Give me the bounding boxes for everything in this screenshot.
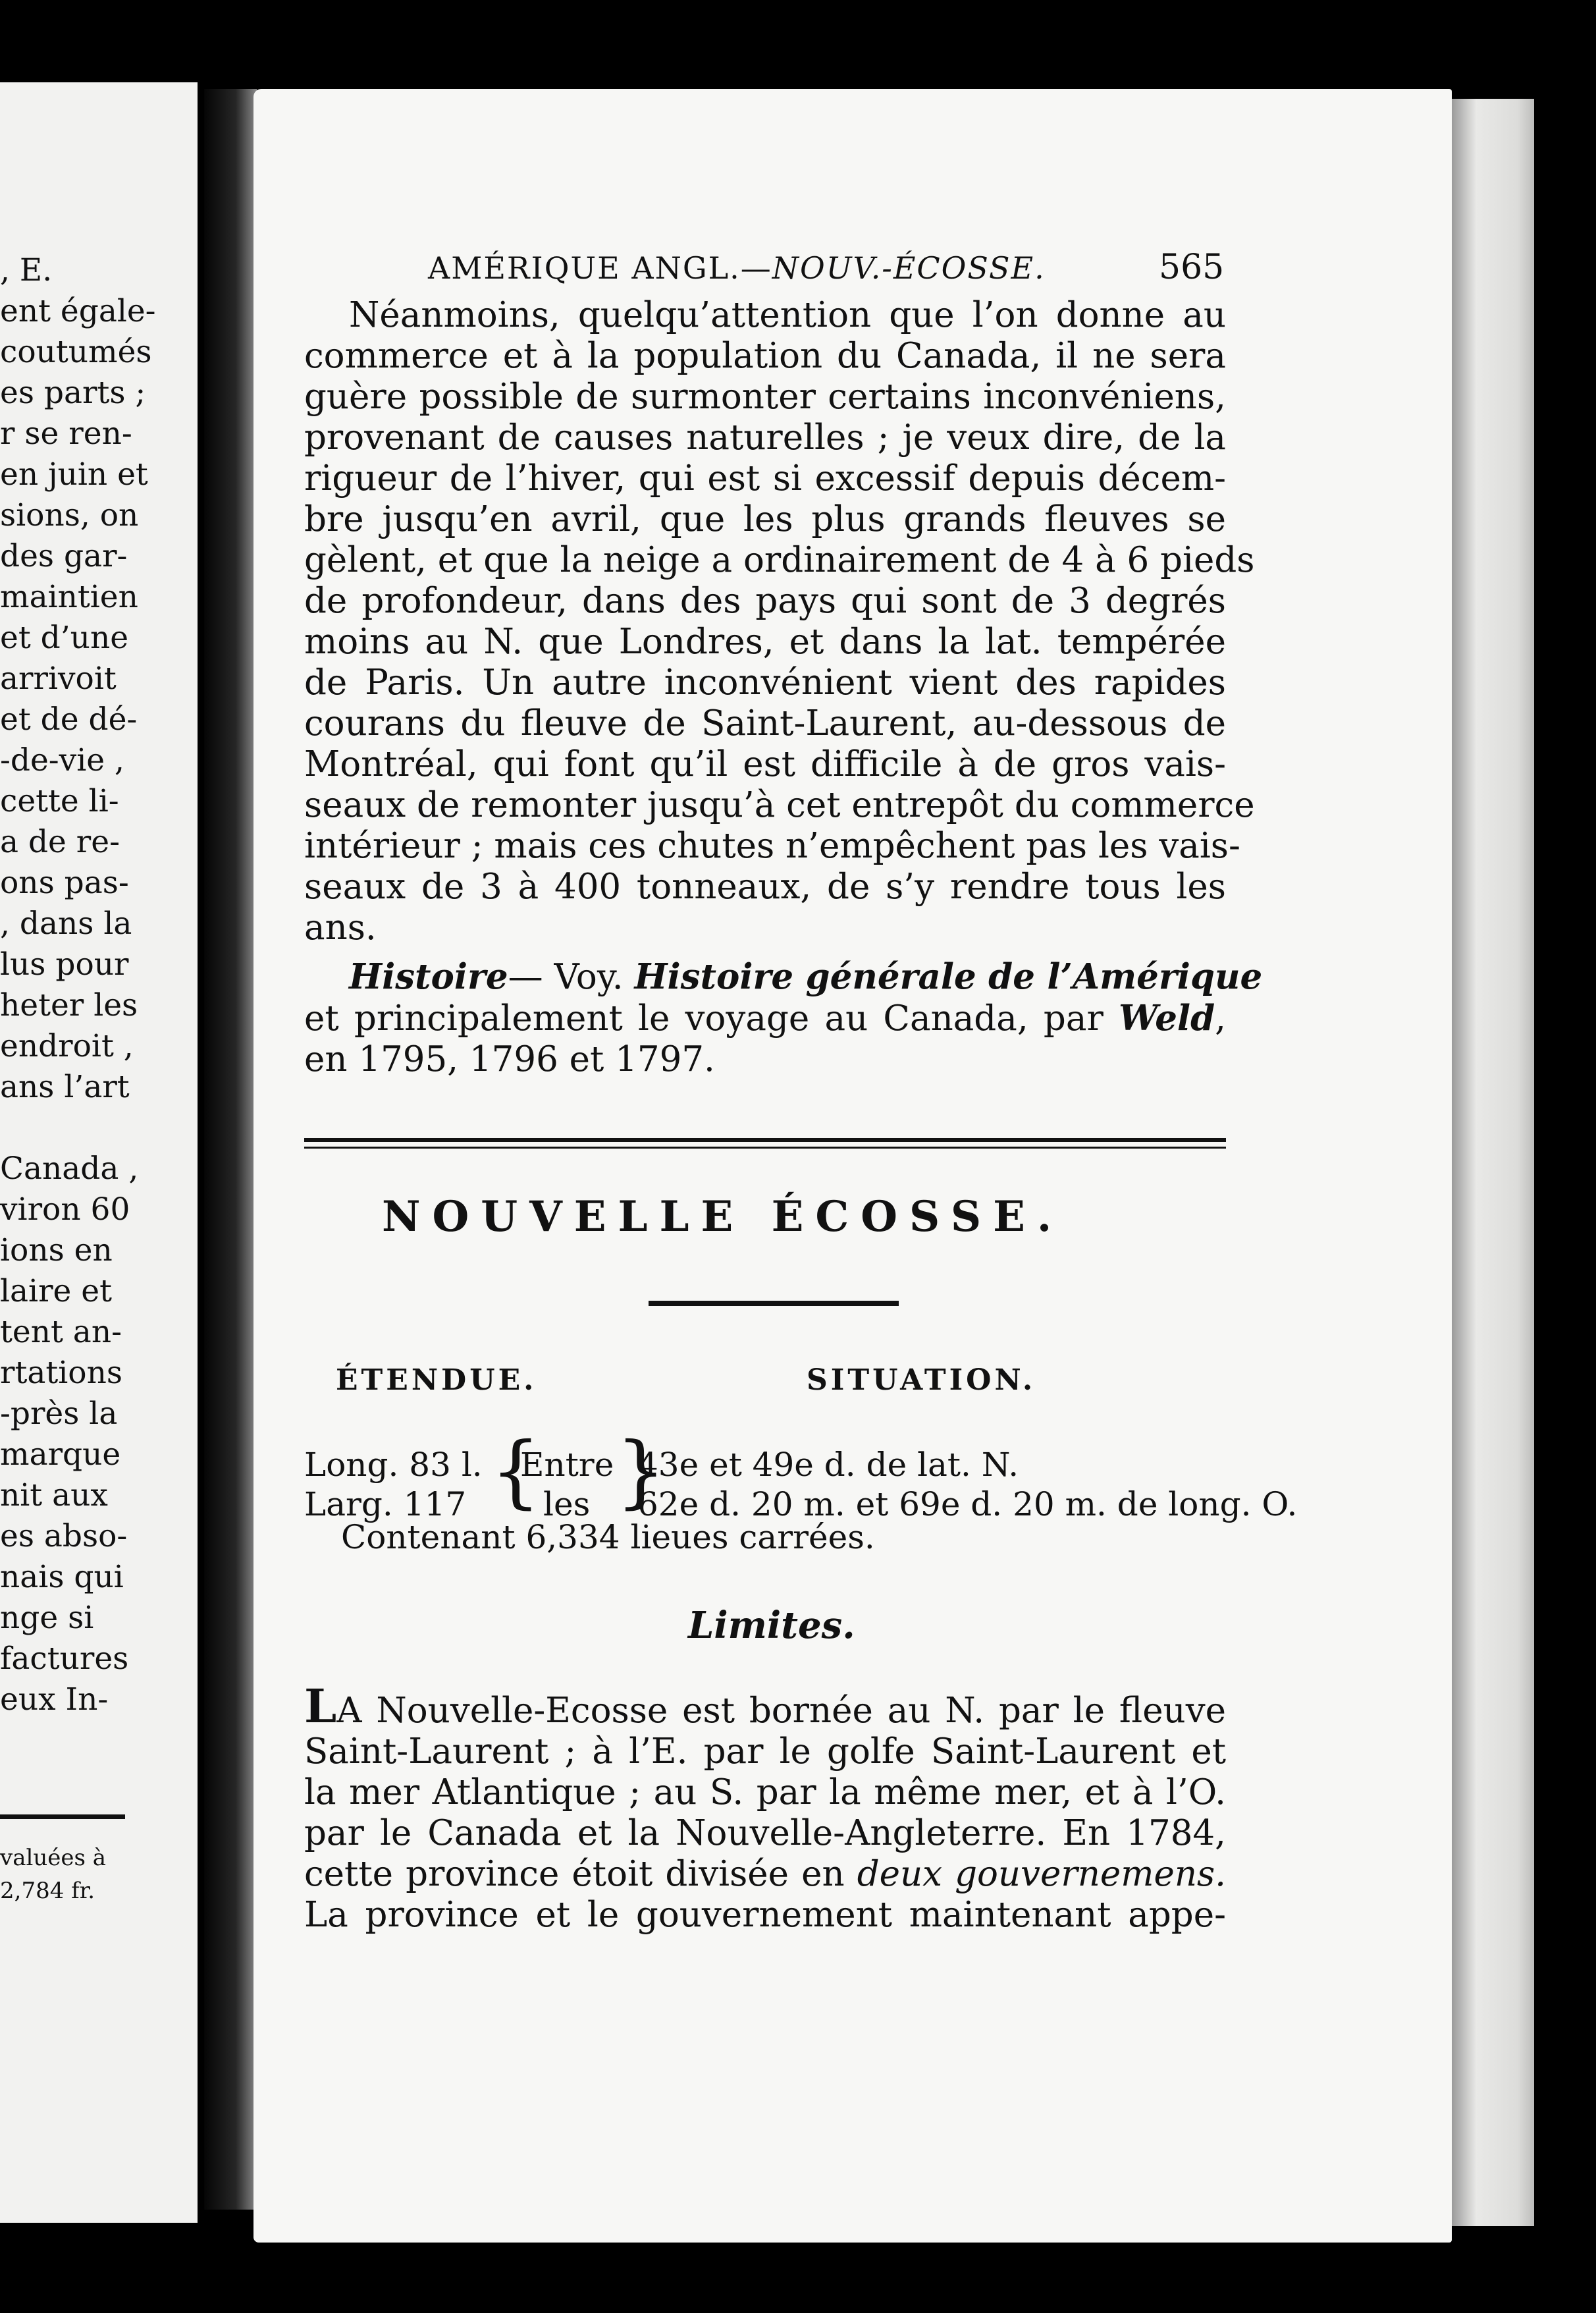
paragraph-line: seaux de remonter jusqu’à cet entrepôt du commerce	[304, 785, 1255, 825]
section-divider	[304, 1138, 1226, 1149]
left-page-line: lus pour	[0, 946, 129, 983]
left-page-line: viron 60	[0, 1191, 130, 1228]
paragraph-line: bre jusqu’en avril, que les plus grands fleuves se	[304, 499, 1226, 539]
title-underline	[649, 1301, 899, 1306]
left-page-line: -près la	[0, 1396, 118, 1432]
limites-line-1: LA Nouvelle-Ecosse est bornée au N. par le fleuve	[304, 1679, 1226, 1733]
limites-line-5: cette province étoit divisée en deux gouvernemens.	[304, 1854, 1226, 1894]
left-page-rule	[0, 1814, 125, 1819]
left-page-line: et de dé-	[0, 701, 138, 738]
paragraph-neanmoins	[304, 295, 1255, 948]
paragraph-line: gèlent, et que la neige a ordinairement de 4 à 6 pieds	[304, 540, 1255, 580]
paragraph-line: de profondeur, dans des pays qui sont de 3 degrés	[304, 581, 1226, 621]
histoire-line-1: Histoire— Voy. Histoire générale de l’Amérique	[349, 956, 1263, 997]
running-title-italic: NOUV.-ÉCOSSE.	[772, 250, 1046, 286]
left-page-line: ions en	[0, 1232, 113, 1268]
histoire-paragraph	[304, 956, 1263, 1080]
left-page-line: endroit ,	[0, 1028, 134, 1064]
running-title: AMÉRIQUE ANGL.—	[428, 250, 772, 286]
left-page-line: eux In-	[0, 1681, 109, 1718]
left-page-line: r se ren-	[0, 416, 132, 452]
measure-contenant: Contenant 6,334 lieues carrées.	[341, 1518, 875, 1556]
left-page-line: marque	[0, 1436, 121, 1473]
left-page-line: , E.	[0, 252, 53, 288]
subhead-etendue: ÉTENDUE.	[336, 1363, 537, 1397]
limites-line-4: par le Canada et la Nouvelle-Angleterre. En 1784,	[304, 1813, 1226, 1853]
left-page-line: coutumés	[0, 334, 152, 370]
left-page-line: es parts ;	[0, 375, 146, 411]
measure-longitude: 62e d. 20 m. et 69e d. 20 m. de long. O.	[637, 1485, 1298, 1523]
left-page-line: nge si	[0, 1600, 94, 1636]
left-page-line: sions, on	[0, 497, 139, 533]
left-page-line: -de-vie ,	[0, 742, 124, 778]
paragraph-line: de Paris. Un autre inconvénient vient des rapides	[304, 663, 1226, 703]
measure-les: les	[543, 1485, 591, 1523]
left-page-footnote: valuées à	[0, 1845, 107, 1871]
left-page-line: tent an-	[0, 1314, 122, 1350]
paragraph-line: moins au N. que Londres, et dans la lat. tempérée	[304, 622, 1226, 662]
running-head	[428, 250, 1231, 286]
paragraph-line: commerce et à la population du Canada, il ne sera	[304, 336, 1226, 376]
left-brace: {	[491, 1426, 541, 1517]
left-page-line: en juin et	[0, 456, 148, 493]
measure-entre: Entre	[520, 1446, 614, 1484]
limites-line-2: Saint-Laurent ; à l’E. par le golfe Saint-Laurent et	[304, 1731, 1226, 1772]
left-page-footnote: 2,784 fr.	[0, 1878, 95, 1904]
right-brace: }	[616, 1426, 666, 1517]
paragraph-line: provenant de causes naturelles ; je veux dire, de la	[304, 418, 1226, 458]
paragraph-line: intérieur ; mais ces chutes n’empêchent pas les vais-	[304, 826, 1240, 866]
paragraph-line: courans du fleuve de Saint-Laurent, au-dessous de	[304, 703, 1226, 744]
book-gutter	[204, 89, 257, 2210]
left-page	[0, 82, 198, 2223]
left-page-line: des gar-	[0, 538, 128, 574]
left-page-line: ent égale-	[0, 293, 156, 329]
subhead-situation: SITUATION.	[807, 1363, 1036, 1397]
left-page-line: cette li-	[0, 783, 119, 819]
left-page-line: rtations	[0, 1355, 122, 1391]
histoire-line-3: en 1795, 1796 et 1797.	[304, 1039, 715, 1079]
left-page-line: factures	[0, 1641, 129, 1677]
histoire-line-2: et principalement le voyage au Canada, par Weld,	[304, 998, 1226, 1039]
left-page-line: nais qui	[0, 1559, 124, 1595]
left-page-line: ans l’art	[0, 1069, 130, 1105]
page-edge	[1452, 99, 1534, 2226]
left-page-line: et d’une	[0, 620, 129, 656]
paragraph-line: seaux de 3 à 400 tonneaux, de s’y rendre tous les	[304, 867, 1226, 907]
page-number: 565	[1159, 248, 1225, 287]
section-title: NOUVELLE ÉCOSSE.	[382, 1192, 1064, 1241]
limites-line-6: La province et le gouvernement maintenant appe-	[304, 1895, 1226, 1935]
paragraph-line: guère possible de surmonter certains inconvéniens,	[304, 377, 1226, 417]
left-page-line: arrivoit	[0, 661, 117, 697]
paragraph-line: Néanmoins, quelqu’attention que l’on donne au	[349, 295, 1226, 335]
left-page-line: , dans la	[0, 906, 132, 942]
measure-larg-label: Larg. 117	[304, 1485, 467, 1523]
limites-paragraph	[304, 1679, 1226, 1936]
paragraph-line: Montréal, qui font qu’il est difficile à de gros vais-	[304, 744, 1226, 784]
left-page-line: es abso-	[0, 1518, 128, 1554]
measure-lat: 43e et 49e d. de lat. N.	[637, 1446, 1019, 1484]
measure-long-label: Long. 83 l.	[304, 1446, 483, 1484]
paragraph-line: ans.	[304, 908, 377, 948]
left-page-line: heter les	[0, 987, 138, 1023]
limites-heading: Limites.	[688, 1604, 855, 1647]
left-page-line: ons pas-	[0, 865, 129, 901]
limites-line-3: la mer Atlantique ; au S. par la même mer, et à l’O.	[304, 1772, 1226, 1812]
left-page-line: nit aux	[0, 1477, 108, 1513]
left-page-line: a de re-	[0, 824, 120, 860]
left-page-line: maintien	[0, 579, 138, 615]
paragraph-line: rigueur de l’hiver, qui est si excessif depuis décem-	[304, 458, 1226, 499]
left-page-line: Canada ,	[0, 1151, 139, 1187]
left-page-line: laire et	[0, 1273, 113, 1309]
